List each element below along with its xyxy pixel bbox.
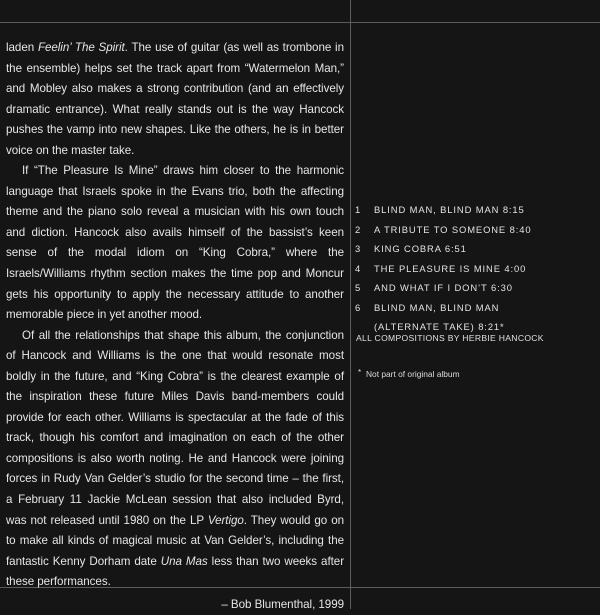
album-title-vertigo: Vertigo	[207, 513, 244, 527]
track-title: BLIND MAN, BLIND MAN	[374, 301, 500, 313]
track-number: 3	[355, 243, 362, 255]
track-title-continued: (ALTERNATE TAKE) 8:21*	[374, 321, 505, 333]
track-title: AND WHAT IF I DON’T 6:30	[374, 282, 513, 294]
track-item	[355, 278, 595, 298]
top-rule	[0, 22, 600, 23]
footnote	[358, 368, 460, 379]
track-title: A TRIBUTE TO SOMEONE 8:40	[374, 223, 532, 235]
track-title: BLIND MAN, BLIND MAN 8:15	[374, 204, 525, 216]
track-number: 2	[355, 223, 362, 235]
track-number: 4	[355, 262, 362, 274]
track-item	[355, 298, 595, 318]
essay-paragraph-2: If “The Pleasure Is Mine” draws him closer to the harmonic language that Israels spoke in the Evans trio, both the affecting theme and the piano solo reveal a musician with his own touch and diction. Hancock also avails himself of the bassist’s keen sense of the modal idiom on “King Cobra,” where the Israels/Williams rhythm section makes the time pop and Moncur gets his opportunity to apply the necessary attitude to another memorable piece in yet another mood.	[6, 164, 344, 322]
track-item	[355, 220, 595, 240]
track-list	[355, 200, 595, 337]
composer-credit: ALL COMPOSITIONS BY HERBIE HANCOCK	[356, 333, 544, 343]
track-item	[355, 239, 595, 259]
essay-paragraph-1: laden Feelin’ The Spirit. The use of guitar (as well as trombone in the ensemble) helps set the track apart from “Watermelon Man,” and Mobley also makes a strong contribution (and an effectively dramatic entrance). What really stands out is the way Hancock pushes the vamp into new shapes. Like the others, he is in better voice on the master take.	[6, 41, 344, 157]
asterisk-mark: *	[358, 368, 362, 377]
column-divider	[350, 0, 351, 609]
footnote-text: Not part of original album	[366, 369, 460, 379]
track-number: 1	[355, 204, 362, 216]
album-title-feelin-the-spirit: Feelin’ The Spirit	[37, 41, 125, 54]
track-title: THE PLEASURE IS MINE 4:00	[374, 262, 527, 274]
album-title-una-mas: Una Mas	[160, 554, 208, 568]
track-item	[355, 259, 595, 279]
track-number: 5	[355, 282, 362, 294]
essay-paragraph-3: Of all the relationships that shape this album, the conjunction of Hancock and Williams is the one that would resonate most boldly in the future, and “King Cobra” is the clearest example of the inspiration these future Miles Davis band-members could provide for each other. Williams is spectacular at the fade of this track, though his comfort and imagination on each of the other compositions is also worth noting. He and Hancock were joining forces in Rudy Van Gelder’s studio for the second time – the first, a February 11 Jackie McLean session that also included Byrd, was not released until 1980 on the LP Vertigo. They would go on to make all kinds of magical music at Van Gelder’s, including the fantastic Kenny Dorham date Una Mas less than two weeks after these performances.	[6, 328, 345, 589]
author-signature: – Bob Blumenthal, 1999	[221, 597, 344, 611]
track-item	[355, 200, 595, 220]
track-number: 6	[355, 301, 362, 313]
liner-notes-essay	[6, 38, 344, 615]
track-title: KING COBRA 6:51	[374, 243, 467, 255]
